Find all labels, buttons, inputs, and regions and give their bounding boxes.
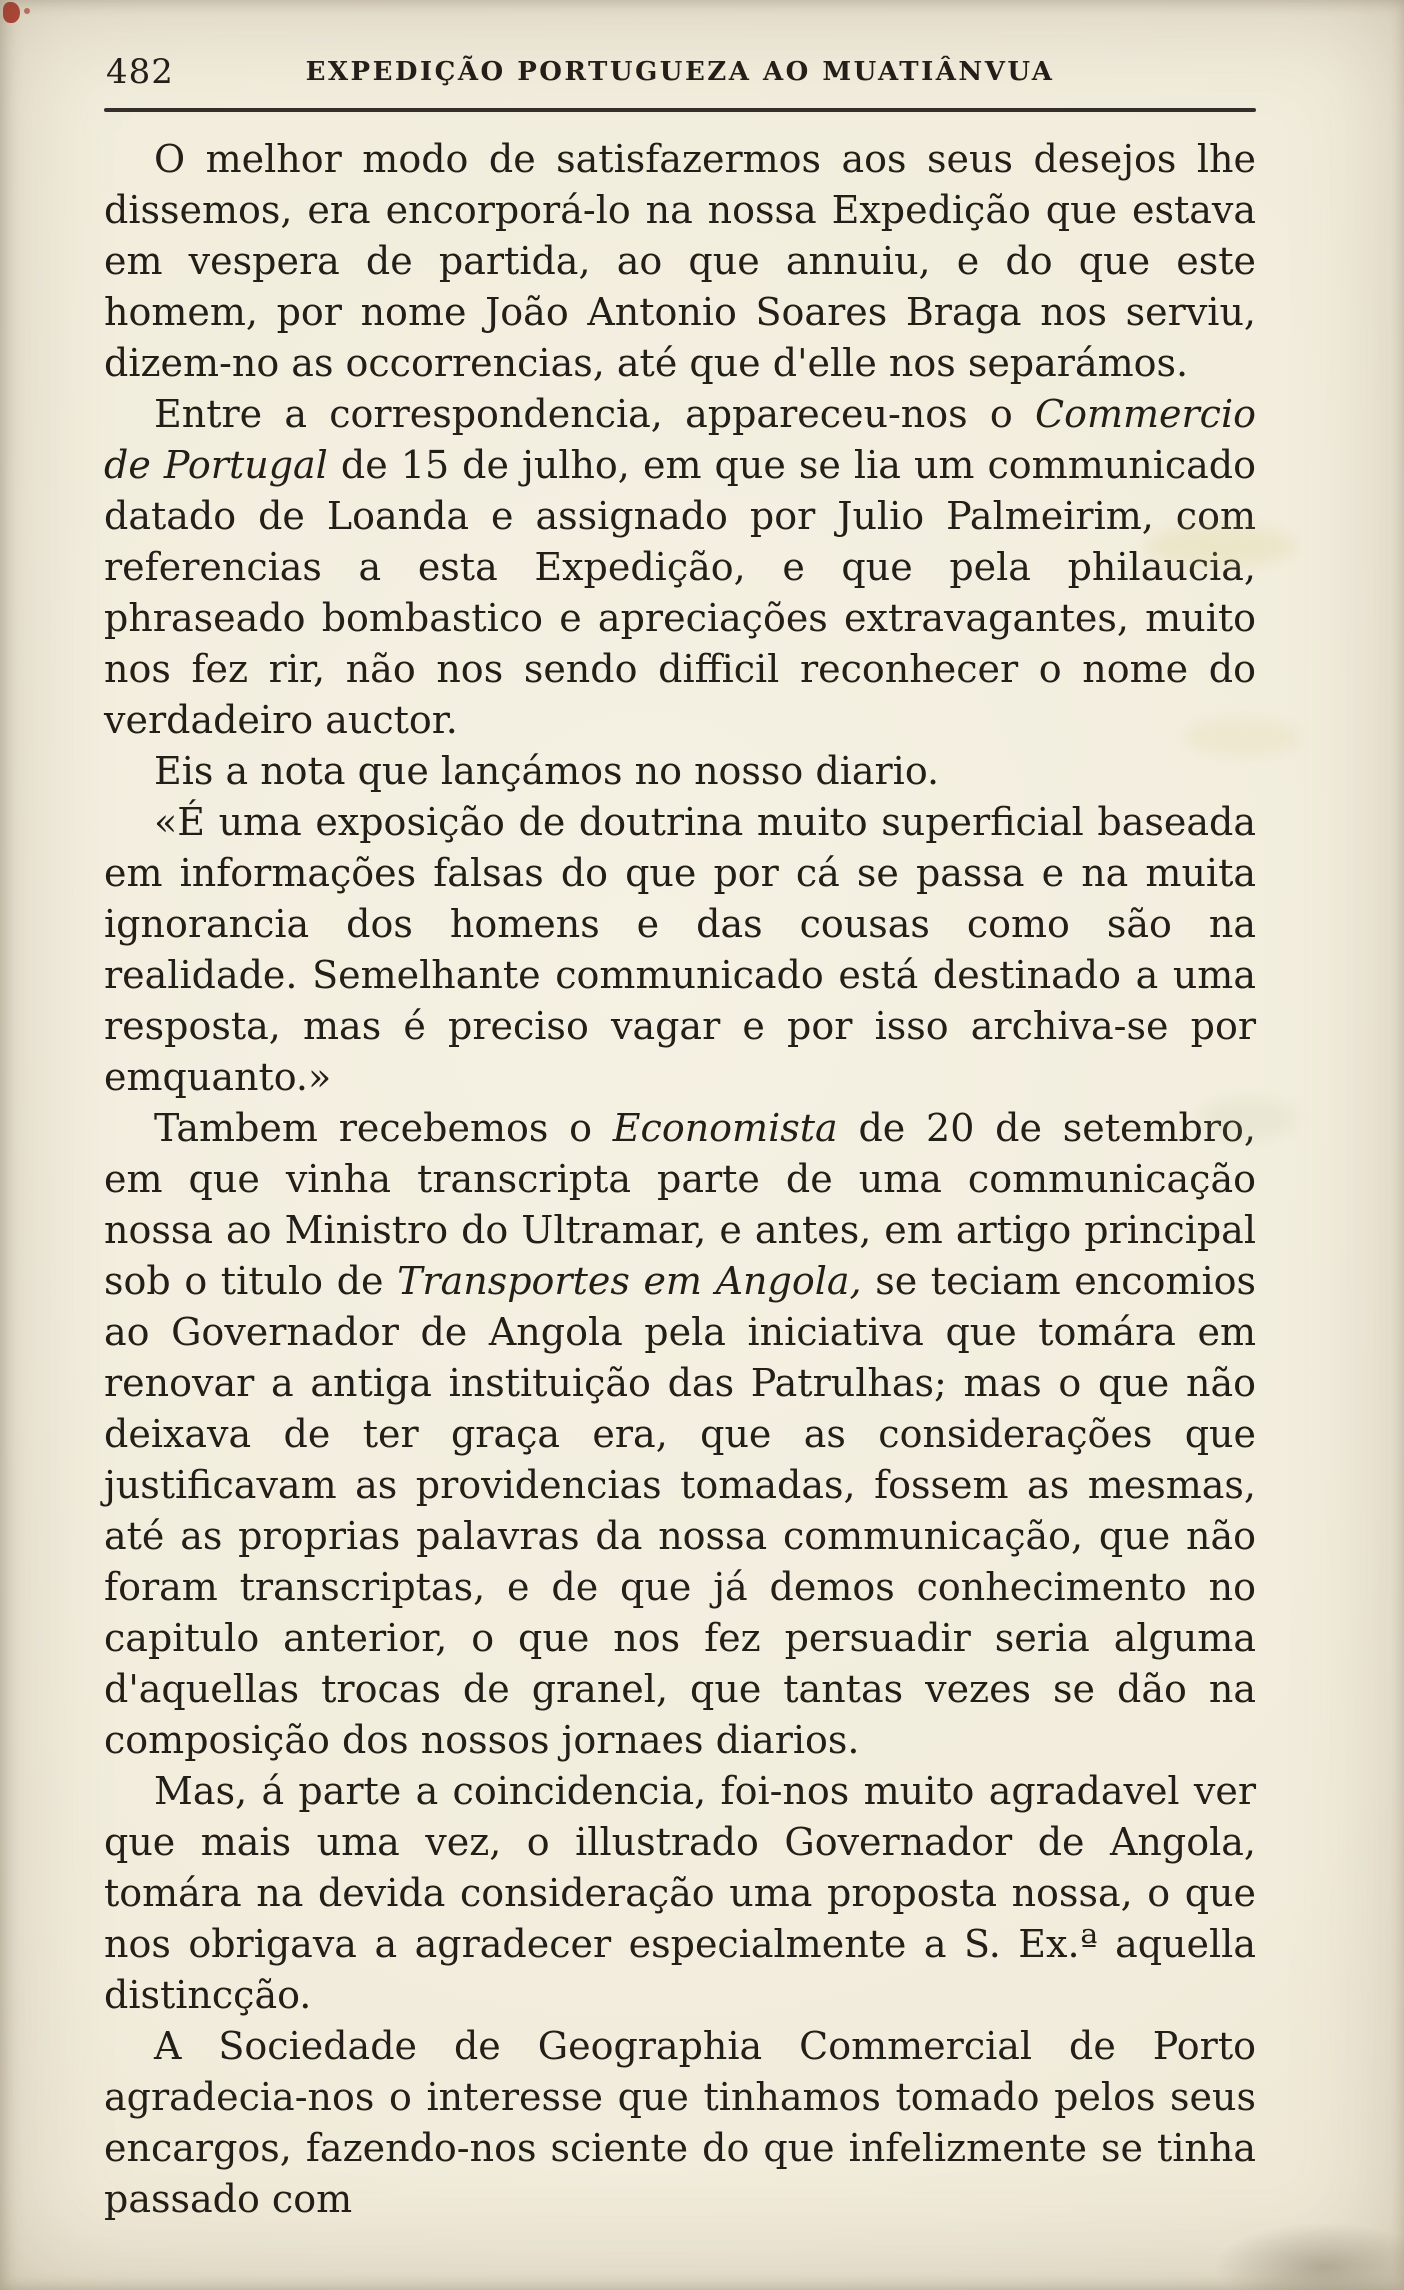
text-run: Mas, á parte a coincidencia, foi-nos muito agradavel ver que mais uma vez, o illustrado Governador de Angola, tomára na devida consideração uma proposta nossa, o que nos obrigava a agradecer especialmente a S. Ex.ª aquella distincção. [104,1769,1256,2017]
text-run: de 20 de setembro, em que vinha transcripta parte de uma communicação nossa ao Ministro do Ultramar, e antes, em artigo principal sob o titulo de [104,1106,1256,1303]
red-corner-mark [3,2,20,23]
text-run: O melhor modo de satisfazermos aos seus desejos lhe dissemos, era encorporá-lo na nossa Expedição que estava em vespera de partida, ao que annuiu, e do que este homem, por nome João Antonio Soares Braga nos serviu, dizem-no as occorrencias, até que d'elle nos separámos. [104,137,1256,385]
italic-text-run: Commercio de Portugal [104,392,1256,487]
paragraph [104,134,1256,389]
text-run: Tambem recebemos o [154,1106,613,1150]
page-header [104,50,1256,94]
paragraph [104,2021,1256,2225]
paragraph [104,389,1256,746]
text-run: Eis a nota que lançámos no nosso diario. [154,749,940,793]
text-run: A Sociedade de Geographia Commercial de Porto agradecia-nos o interesse que tinhamos tomado pelos seus encargos, fazendo-nos sciente do que infelizmente se tinha passado com [104,2024,1256,2221]
italic-text-run: Transportes em Angola, [397,1259,862,1303]
text-run: Entre a correspondencia, appareceu-nos o [154,392,1035,436]
text-run: se teciam encomios ao Governador de Angola pela iniciativa que tomára em renovar a antiga instituição das Patrulhas; mas o que não deixava de ter graça era, que as considerações que justificavam as providencias tomadas, fossem as mesmas, até as proprias palavras da nossa communicação, que não foram transcriptas, e de que já demos conhecimento no capitulo anterior, o que nos fez persuadir seria alguma d'aquellas trocas de granel, que tantas vezes se dão na composição dos nossos jornaes diarios. [104,1259,1256,1762]
scan-edge-shadow [1214,2222,1404,2290]
red-corner-dot [24,8,30,14]
text-run: de 15 de julho, em que se lia um communicado datado de Loanda e assignado por Julio Palmeirim, com referencias a esta Expedição, e que pela philaucia, phraseado bombastico e apreciações extravagantes, muito nos fez rir, não nos sendo difficil reconhecer o nome do verdadeiro auctor. [104,443,1256,742]
page-number: 482 [106,52,174,92]
paragraph [104,1766,1256,2021]
paragraph [104,746,1256,797]
paragraph [104,797,1256,1103]
header-rule [104,108,1256,112]
text-run: «É uma exposição de doutrina muito superficial baseada em informações falsas do que por cá se passa e na muita ignorancia dos homens e das cousas como são na realidade. Semelhante communicado está destinado a uma resposta, mas é preciso vagar e por isso archiva-se por emquanto.» [104,800,1256,1099]
paragraph [104,1103,1256,1766]
page-body [104,134,1256,2225]
italic-text-run: Economista [612,1106,838,1150]
running-title: EXPEDIÇÃO PORTUGUEZA AO MUATIÂNVUA [305,57,1055,87]
